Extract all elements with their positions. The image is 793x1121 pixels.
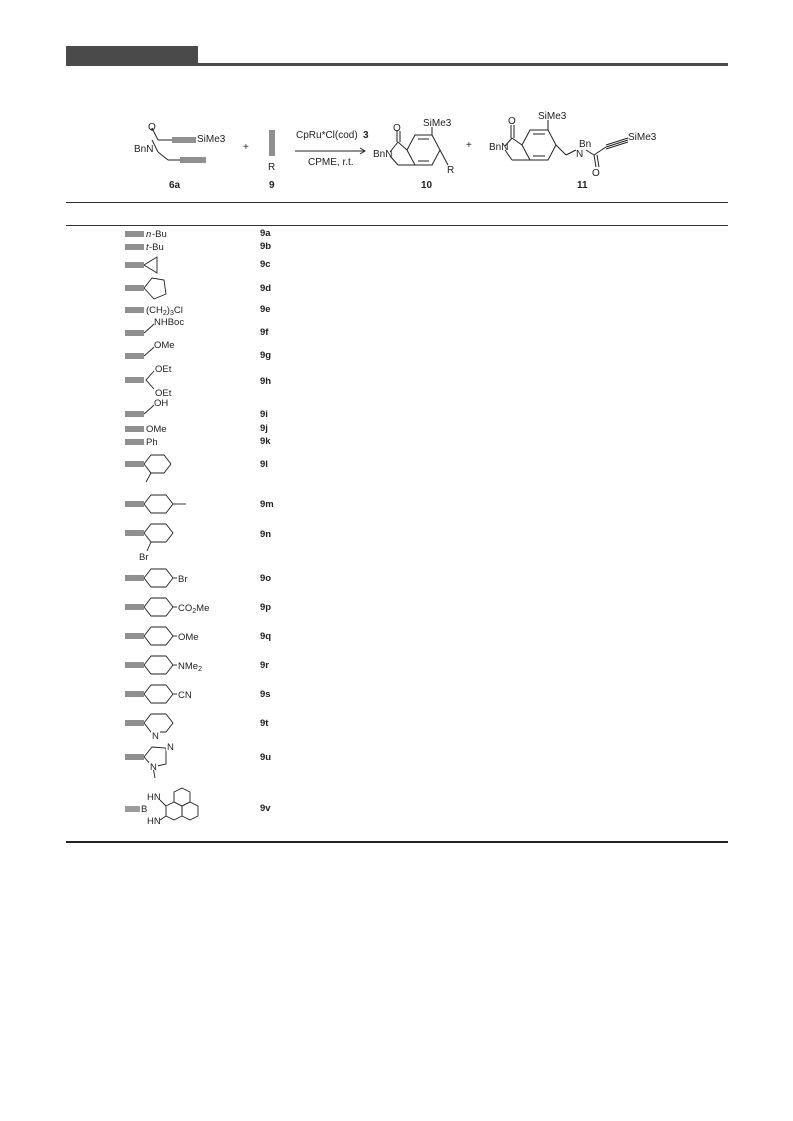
- structure-9r: [100, 653, 240, 677]
- row-label: 9u: [260, 752, 272, 763]
- scheme-6a-bnn: BnN: [134, 144, 154, 155]
- table-row: [100, 339, 420, 359]
- svg-text:HN: HN: [147, 816, 161, 827]
- scheme-plus-1: +: [243, 142, 249, 153]
- row-label: 9p: [260, 602, 272, 613]
- table-top-rule: [66, 202, 728, 203]
- scheme-11-o: O: [508, 116, 516, 127]
- table-row: [100, 363, 420, 399]
- scheme-label-9: 9: [269, 180, 275, 191]
- structure-9b: [100, 240, 240, 254]
- scheme-catalyst-label: 3: [363, 130, 369, 141]
- svg-text:Br: Br: [178, 574, 188, 585]
- structure-9u: [100, 742, 240, 782]
- table-row: [100, 624, 420, 644]
- svg-text:OH: OH: [154, 398, 169, 409]
- table-row: [100, 711, 420, 742]
- svg-text:-Bu: -Bu: [152, 229, 167, 240]
- row-label: 9q: [260, 631, 272, 642]
- scheme-6a-o: O: [148, 122, 156, 133]
- structure-9m: [100, 492, 240, 516]
- row-label: 9s: [260, 689, 271, 700]
- svg-text:Ph: Ph: [146, 437, 158, 448]
- row-label: 9m: [260, 499, 274, 510]
- structure-9o: [100, 566, 240, 590]
- structure-9h: [100, 363, 240, 397]
- scheme-6a-sime3: SiMe3: [197, 134, 226, 145]
- structure-9t: [100, 711, 240, 742]
- svg-text:(CH2)3Cl: $(CH_2)_3Cl$: [146, 305, 183, 317]
- structure-9v: [100, 786, 240, 832]
- table-row: [100, 595, 420, 615]
- table-row: [100, 492, 420, 512]
- structure-9i: [100, 398, 240, 420]
- table-row: [100, 521, 420, 563]
- scheme-plus-2: +: [466, 140, 472, 151]
- row-label: 9h: [260, 376, 272, 387]
- row-label: 9i: [260, 409, 268, 420]
- reaction-scheme: [0, 0, 793, 200]
- table-row: [100, 566, 420, 586]
- row-label: 9n: [260, 529, 272, 540]
- row-label: 9c: [260, 259, 271, 270]
- svg-text:OMe: OMe: [178, 632, 199, 643]
- svg-text:OEt: OEt: [155, 388, 172, 399]
- structure-9l: [100, 452, 240, 488]
- svg-text:n: n: [146, 229, 152, 240]
- scheme-10-o: O: [393, 123, 401, 134]
- svg-text:Br: Br: [139, 552, 149, 563]
- row-label: 9j: [260, 423, 268, 434]
- scheme-10-sime3: SiMe3: [423, 118, 452, 129]
- table-row: [100, 742, 420, 773]
- structure-9d: [100, 274, 240, 302]
- structure-9e: [100, 303, 240, 317]
- row-label: 9v: [260, 803, 271, 814]
- row-label: 9d: [260, 283, 272, 294]
- row-label: 9l: [260, 459, 268, 470]
- svg-text:NMe2: NMe$_2$: [178, 661, 202, 673]
- scheme-9-r: R: [268, 162, 276, 173]
- table-row: [100, 786, 420, 827]
- scheme-10-r: R: [447, 165, 455, 176]
- svg-text:B: B: [141, 804, 148, 815]
- structure-9f: [100, 316, 240, 340]
- table-row: [100, 682, 420, 702]
- structure-9j: [100, 422, 240, 436]
- structure-9p: [100, 595, 240, 619]
- table-bottom-rule: [66, 841, 728, 843]
- structure-9s: [100, 682, 240, 706]
- row-label: 9a: [260, 228, 271, 239]
- scheme-10-bnn: BnN: [373, 149, 393, 160]
- row-label: 9o: [260, 573, 272, 584]
- scheme-label-10: 10: [421, 180, 433, 191]
- structure-9n: [100, 521, 240, 563]
- table-header-rule: [66, 225, 728, 226]
- scheme-label-11: 11: [577, 180, 588, 191]
- scheme-11-bnn: BnN: [489, 142, 509, 153]
- structure-9g: [100, 339, 240, 363]
- structure-9q: [100, 624, 240, 648]
- structure-9c: [100, 254, 240, 276]
- svg-text:OMe: OMe: [146, 424, 167, 435]
- svg-text:t: t: [146, 242, 149, 253]
- structure-9k: [100, 435, 240, 449]
- row-label: 9t: [260, 718, 269, 729]
- svg-text:OMe: OMe: [154, 340, 175, 351]
- scheme-11-sime3-2: SiMe3: [628, 132, 657, 143]
- scheme-catalyst: CpRu*Cl(cod): [296, 130, 358, 141]
- scheme-11-bn: Bn: [579, 139, 592, 150]
- row-label: 9r: [260, 660, 269, 671]
- row-label: 9e: [260, 304, 271, 315]
- structure-9a: [100, 227, 240, 241]
- svg-text:CN: CN: [178, 690, 192, 701]
- svg-text:NHBoc: NHBoc: [154, 317, 185, 328]
- table-row: [100, 274, 420, 294]
- svg-text:N: N: [152, 731, 159, 742]
- svg-text:N: N: [150, 762, 157, 773]
- scheme-11-sime3: SiMe3: [538, 111, 567, 122]
- row-label: 9k: [260, 436, 271, 447]
- table-row: [100, 316, 420, 336]
- row-label: 9f: [260, 327, 269, 338]
- svg-text:-Bu: -Bu: [149, 242, 164, 253]
- row-label: 9g: [260, 350, 272, 361]
- svg-text:HN: HN: [147, 792, 161, 803]
- scheme-11-amide-o: O: [592, 168, 600, 179]
- svg-text:CO2Me: $CO_2Me$: [178, 603, 210, 615]
- svg-text:N: N: [167, 742, 174, 753]
- table-row: [100, 653, 420, 673]
- svg-text:OEt: OEt: [155, 364, 172, 375]
- scheme-label-6a: 6a: [169, 180, 181, 191]
- table-row: [100, 452, 420, 472]
- table-row: [100, 254, 420, 274]
- scheme-solvent: CPME, r.t.: [308, 157, 354, 168]
- scheme-11-n: N: [576, 149, 584, 160]
- table-row: [100, 398, 420, 418]
- row-label: 9b: [260, 241, 272, 252]
